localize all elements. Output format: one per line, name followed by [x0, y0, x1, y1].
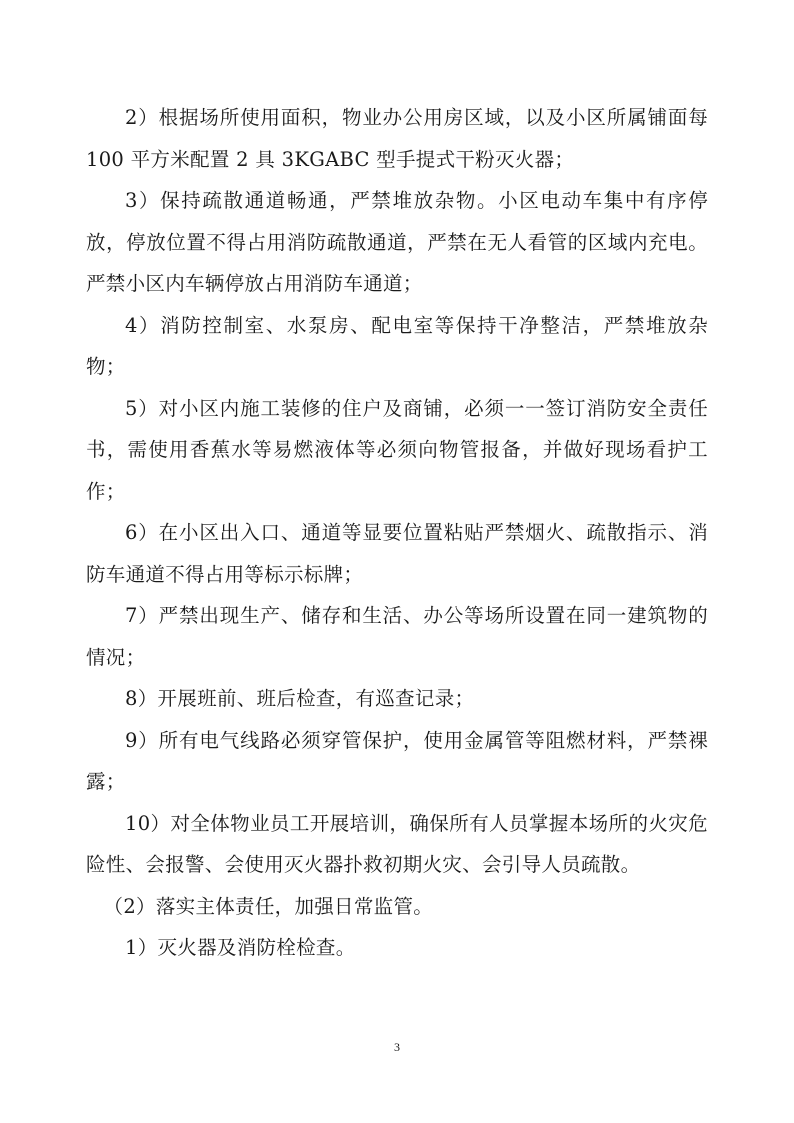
paragraph-item-10: 10）对全体物业员工开展培训，确保所有人员掌握本场所的火灾危险性、会报警、会使用灭火器扑救初期火灾、会引导人员疏散。: [86, 811, 708, 876]
paragraph-item-8: 8）开展班前、班后检查，有巡查记录；: [125, 687, 475, 710]
page-number: 3: [394, 1040, 400, 1054]
paragraph-item-4: 4）消防控制室、水泵房、配电室等保持干净整洁，严禁堆放杂物；: [86, 313, 708, 378]
paragraph-item-9: 9）所有电气线路必须穿管保护，使用金属管等阻燃材料，严禁裸露；: [86, 728, 708, 793]
paragraph-item-2: 2）根据场所使用面积，物业办公用房区域，以及小区所属铺面每 100 平方米配置 2 具 3KGABC 型手提式干粉灭火器；: [86, 106, 708, 171]
paragraph-item-3: 3）保持疏散通道畅通，严禁堆放杂物。小区电动车集中有序停放，停放位置不得占用消防疏散通道，严禁在无人看管的区域内充电。严禁小区内车辆停放占用消防车通道；: [86, 189, 708, 295]
document-body: [86, 97, 708, 969]
paragraph-item-6: 6）在小区出入口、通道等显要位置粘贴严禁烟火、疏散指示、消防车通道不得占用等标示标牌；: [86, 521, 708, 586]
paragraph-item-inspection: 1）灭火器及消防栓检查。: [125, 936, 356, 959]
paragraph-item-7: 7）严禁出现生产、储存和生活、办公等场所设置在同一建筑物的情况；: [86, 604, 708, 669]
paragraph-item-5: 5）对小区内施工装修的住户及商铺，必须一一签订消防安全责任书，需使用香蕉水等易燃液体等必须向物管报备，并做好现场看护工作；: [86, 396, 708, 503]
section-sub-heading: （2）落实主体责任，加强日常监管。: [103, 894, 434, 918]
